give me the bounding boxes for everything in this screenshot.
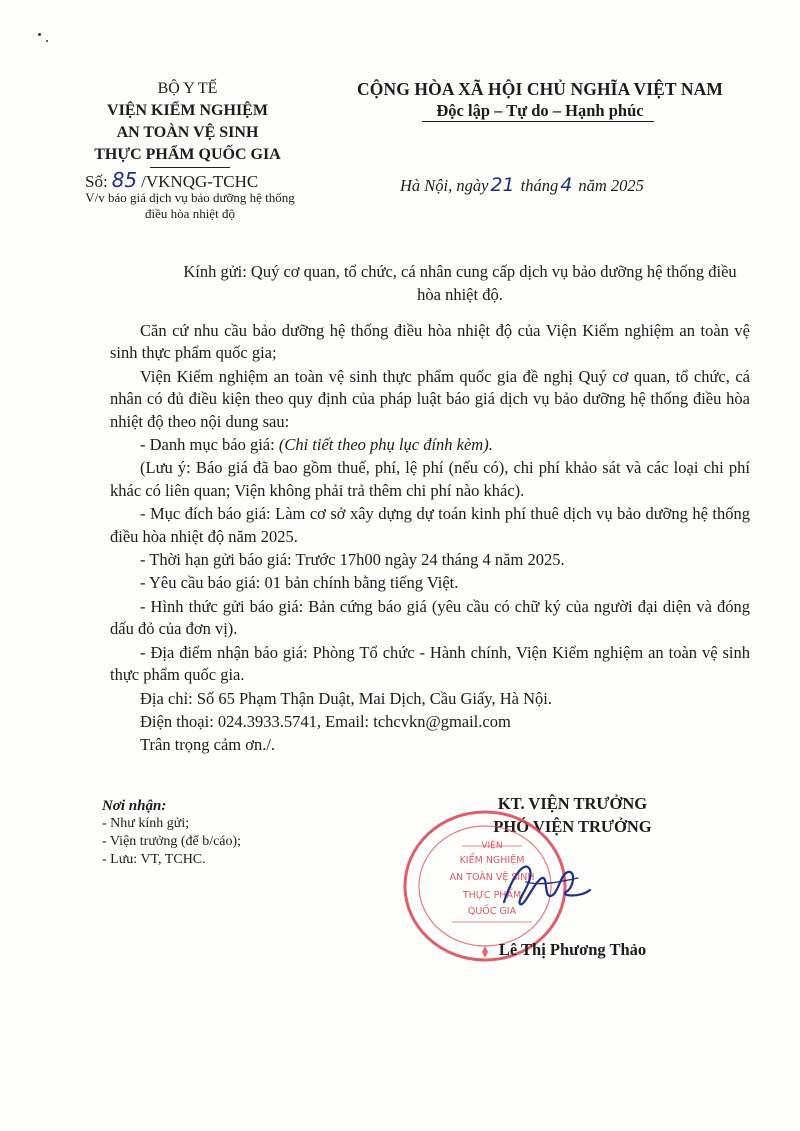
institute-line-1: VIỆN KIỂM NGHIỆM — [107, 102, 268, 119]
date-day-handwritten: 21 — [490, 174, 515, 196]
subject-line-2: điều hòa nhiệt độ — [145, 206, 235, 221]
stamp-line-1: VIỆN — [481, 841, 503, 851]
body-paragraph: (Lưu ý: Báo giá đã bao gồm thuế, phí, lệ phí (nếu có), chi phí khảo sát và các loại chi phí khác có liên quan; Viện không phải trả thêm chi phí nào khác). — [110, 458, 750, 500]
recipients-item: - Như kính gửi; — [102, 816, 190, 831]
document-number-handwritten: 85 — [111, 168, 138, 192]
body-paragraph: - Địa điểm nhận báo giá: Phòng Tổ chức - Hành chính, Viện Kiểm nghiệm an toàn vệ sinh thực phẩm quốc gia. — [110, 642, 750, 685]
date-month-label: tháng — [520, 176, 559, 195]
stamp-line-3: AN TOÀN VỆ SINH — [449, 872, 535, 883]
stamp-line-5: QUỐC GIA — [467, 906, 517, 917]
recipients-title: Nơi nhận: — [102, 798, 167, 814]
body-paragraph: - Hình thức gửi báo giá: Bản cứng báo giá (yêu cầu có chữ ký của người đại diện và đóng dấu đỏ của đơn vị). — [110, 596, 750, 639]
scan-speck — [46, 40, 48, 42]
body-paragraph: Địa chỉ: Số 65 Phạm Thận Duật, Mai Dịch, Cầu Giấy, Hà Nội. — [140, 688, 552, 708]
issuing-organization — [60, 78, 315, 166]
recipient-line-2: hòa nhiệt độ. — [417, 285, 503, 304]
ministry-name: BỘ Y TẾ — [157, 80, 218, 97]
date-prefix: Hà Nội, ngày — [400, 176, 489, 195]
handwritten-signature — [490, 852, 600, 922]
scan-speck — [38, 33, 41, 36]
document-number-suffix: /VKNQG-TCHC — [141, 172, 259, 191]
body-paragraph: Trân trọng cảm ơn./. — [140, 735, 276, 755]
motto-underline — [422, 121, 654, 122]
institute-line-2: AN TOÀN VỆ SINH — [116, 124, 259, 141]
institute-line-3: THỰC PHẨM QUỐC GIA — [94, 146, 281, 163]
nation-motto: Độc lập – Tự do – Hạnh phúc — [436, 101, 644, 120]
recipients-item: - Viện trưởng (để b/cáo); — [102, 834, 242, 849]
document-number — [85, 168, 258, 192]
body-paragraph: Viện Kiểm nghiệm an toàn vệ sinh thực phẩm quốc gia đề nghị Quý cơ quan, tổ chức, cá nhân có đủ điều kiện theo quy định của pháp luật báo giá dịch vụ bảo dưỡng hệ thống điều hòa nhiệt độ theo nội dung sau: — [110, 366, 750, 431]
signature-title-line-1: KT. VIỆN TRƯỞNG — [497, 794, 648, 813]
nation-title: CỘNG HÒA XÃ HỘI CHỦ NGHĨA VIỆT NAM — [357, 79, 723, 99]
recipients-list — [102, 797, 241, 869]
body-paragraph — [110, 434, 750, 456]
date-year: năm 2025 — [578, 176, 644, 195]
body-paragraph: Căn cứ nhu cầu bảo dưỡng hệ thống điều hòa nhiệt độ của Viện Kiểm nghiệm an toàn vệ sinh thực phẩm quốc gia; — [110, 321, 750, 363]
subject-line-1: V/v báo giá dịch vụ bảo dưỡng hệ thống — [85, 190, 295, 205]
quote-list-label: - Danh mục báo giá: — [140, 435, 279, 455]
national-header — [335, 78, 745, 122]
signature-title-line-2: PHÓ VIỆN TRƯỞNG — [493, 817, 652, 836]
body-paragraph: - Yêu cầu báo giá: 01 bản chính bằng tiếng Việt. — [140, 573, 459, 593]
document-subject — [60, 190, 320, 222]
body-paragraph: Điện thoại: 024.3933.5741, Email: tchcvkn@gmail.com — [140, 711, 511, 731]
body-paragraph: - Thời hạn gửi báo giá: Trước 17h00 ngày 24 tháng 4 năm 2025. — [140, 550, 565, 570]
recipient-salutation — [160, 260, 760, 306]
letter-body — [110, 320, 750, 757]
body-paragraph: - Mục đích báo giá: Làm cơ sở xây dựng dự toán kinh phí thuê dịch vụ bảo dưỡng hệ thống điều hòa nhiệt độ năm 2025. — [110, 504, 750, 546]
quote-list-detail: (Chi tiết theo phụ lục đính kèm). — [278, 435, 493, 455]
recipient-line-1: Kính gửi: Quý cơ quan, tổ chức, cá nhân cung cấp dịch vụ bảo dưỡng hệ thống điều — [183, 262, 737, 281]
document-number-prefix: Số: — [85, 172, 108, 191]
recipients-item: - Lưu: VT, TCHC. — [102, 852, 206, 867]
stamp-line-2: KIỂM NGHIỆM — [459, 855, 525, 866]
signer-name: Lê Thị Phương Thảo — [498, 940, 647, 959]
document-date — [400, 174, 644, 196]
stamp-line-4: THỰC PHẨM — [462, 890, 522, 901]
date-month-handwritten: 4 — [560, 174, 573, 196]
